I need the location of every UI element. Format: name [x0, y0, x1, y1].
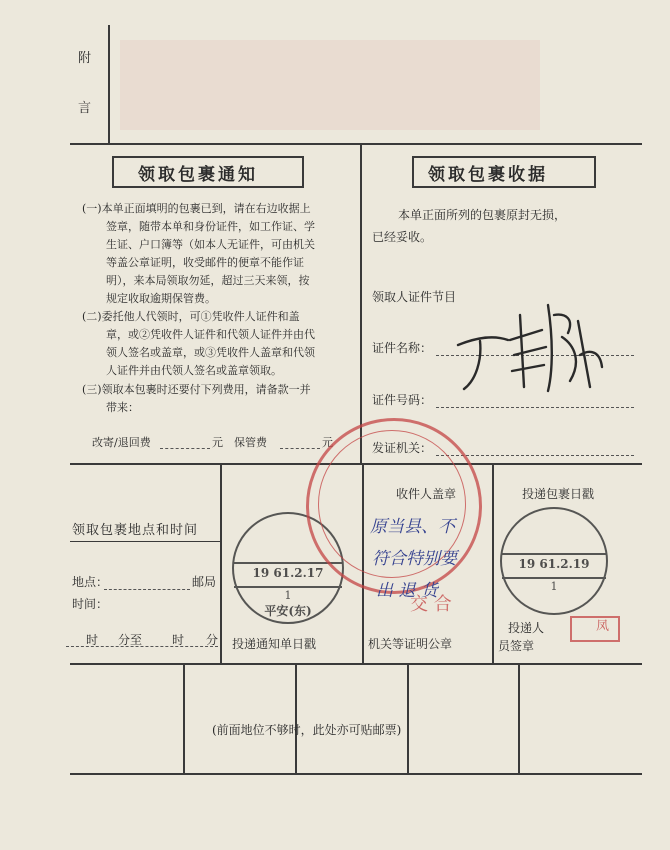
notice-line-1: (一)本单正面填明的包裹已到，请在右边收据上 [82, 202, 311, 215]
stamp-area-note: (前面地位不够时，此处亦可贴邮票) [212, 723, 402, 737]
recipient-signature [450, 285, 610, 400]
stamp-area-bottom-line [70, 773, 642, 775]
id-section-label: 领取人证件节目 [372, 290, 457, 304]
receipt-line-2: 已经妥收。 [372, 230, 433, 244]
remark-label-bottom: 言 [78, 101, 92, 116]
notice-line-10: 人证件并由代领人签名或盖章领取。 [106, 364, 282, 377]
postmark-place: 平安(东) [264, 604, 312, 618]
fee-storage-label: 保管费 [234, 436, 267, 449]
place-line [104, 589, 190, 590]
notice-title: 领取包裹通知 [138, 165, 258, 185]
receipt-title: 领取包裹收据 [428, 165, 548, 185]
pickup-title: 领取包裹地点和时间 [72, 523, 199, 538]
hour-1: 时 [86, 633, 99, 647]
notice-line-6: 规定收取逾期保管费。 [106, 292, 216, 305]
id-name-label: 证件名称： [372, 341, 433, 355]
fee-storage-unit: 元 [322, 436, 333, 449]
remark-label-top: 附 [78, 51, 92, 66]
seal-box-right [492, 463, 494, 663]
fee-postage-label: 改寄/退回费 [92, 436, 151, 449]
center-divider [360, 143, 362, 463]
post-office-label: 邮局 [192, 575, 217, 589]
notice-line-12: 带来： [106, 401, 139, 414]
notice-line-3: 生证、户口簿等（如本人无证件，可由机关 [106, 238, 315, 251]
notice-line-4: 等盖公章证明，收受邮件的便章不能作证 [106, 256, 304, 269]
issuer-label: 发证机关： [372, 441, 433, 455]
carrier-label-2: 员签章 [498, 639, 535, 653]
carrier-label-1: 投递人 [508, 621, 545, 635]
top-frame-line [70, 143, 642, 145]
stamp-grid-4 [518, 663, 520, 773]
time-label: 时间： [72, 597, 109, 611]
place-label: 地点： [72, 575, 109, 589]
fee-postage-line [160, 448, 210, 449]
hour-2: 时 [172, 633, 185, 647]
handwritten-note-1: 原当县、不 [370, 517, 455, 537]
stamp-grid-3 [407, 663, 409, 773]
min-to: 分至 [118, 633, 143, 647]
faded-bleedthrough-area [120, 40, 540, 130]
pickup-underline [70, 541, 222, 542]
handwritten-note-3: 出 退 货 [376, 581, 438, 601]
postmark-no: 1 [284, 589, 292, 602]
notice-line-9: 领人签名或盖章，或③凭收件人盖章和代领 [106, 346, 315, 359]
notice-line-11: (三)领取本包裹时还要付下列费用，请备款一并 [82, 383, 311, 396]
stamp-grid-2 [295, 663, 297, 773]
stamp-area-top-line [70, 663, 642, 665]
min-2: 分 [206, 633, 219, 647]
id-number-line [436, 407, 634, 408]
receipt-line-1: 本单正面所列的包裹原封无损， [398, 208, 567, 222]
fee-postage-unit: 元 [212, 436, 223, 449]
carrier-seal [570, 616, 620, 642]
handwritten-note-2: 符合特别要 [372, 549, 457, 569]
red-seal-text: 交 合 [410, 594, 452, 615]
id-number-label: 证件号码： [372, 393, 433, 407]
left-lower-divider [220, 463, 222, 663]
notice-line-7: (二)委托他人代领时，可①凭收件人证件和盖 [82, 310, 300, 323]
postmark-no-right: 1 [550, 580, 558, 593]
notice-line-5: 明），来本局领取勿延，超过三天来领，按 [106, 274, 310, 287]
parcel-date-label: 投递包裹日戳 [522, 487, 595, 501]
postmark-parcel-date [500, 507, 608, 615]
time-line [66, 646, 218, 647]
notice-line-8: 章，或②凭收件人证件和代领人证件并由代 [106, 328, 315, 341]
stamp-grid-1 [183, 663, 185, 773]
org-proof-label: 机关等证明公章 [368, 637, 453, 651]
carrier-seal-text: 凤 [596, 619, 610, 634]
postmark-date: 19 61.2.17 [252, 566, 324, 580]
notice-line-2: 签章，随带本单和身份证件，如工作证、学 [106, 220, 315, 233]
header-left-border [108, 25, 110, 143]
notice-date-label: 投递通知单日戳 [232, 637, 317, 651]
postmark-date-right: 19 61.2.19 [518, 557, 590, 571]
fee-storage-line [280, 448, 320, 449]
recipient-seal-label: 收件人盖章 [396, 487, 457, 501]
